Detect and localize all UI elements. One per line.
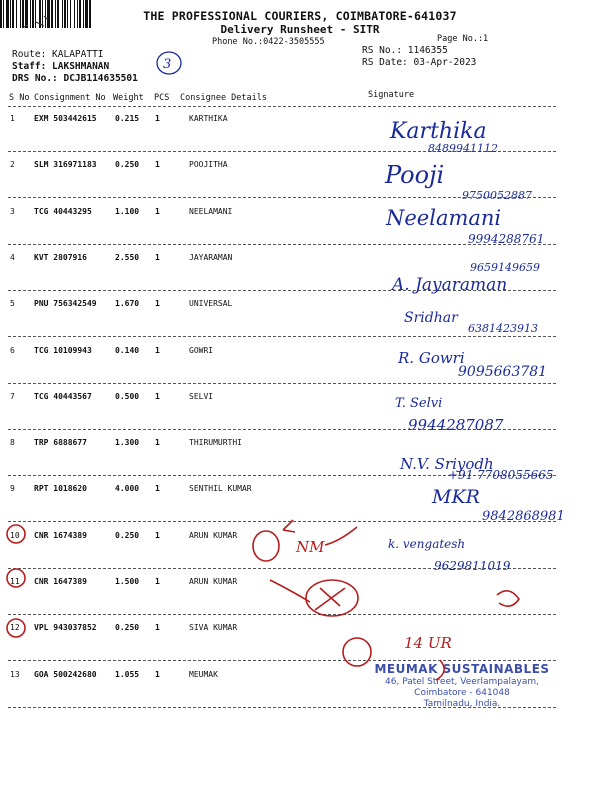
row-pcs: 1 [155,253,160,262]
red-scribble-right [497,591,519,606]
row-weight: 1.300 [115,438,140,447]
row-sno: 12 [10,623,20,632]
row-pcs: 1 [155,207,160,216]
phone-row-1: 8489941112 [428,142,498,155]
col-header-sno: S No [9,93,30,103]
signature-row-4: A. Jayaraman [392,275,508,295]
red-circle-mark-row-10 [253,531,279,561]
row-weight: 1.100 [115,207,140,216]
row-divider [8,475,556,476]
red-stroke-row-10 [325,527,357,545]
stamp-line-1: 46, Patel Street, Veerlampalayam, [385,677,539,687]
row-consignment-no: TRP 6888677 [34,438,87,447]
row-consignee: POOJITHA [189,160,228,169]
row-consignee: KARTHIKA [189,114,228,123]
phone-row-3: 9994288761 [468,232,545,246]
signature-row-9: MKR [432,486,480,508]
row-consignee: ARUN KUMAR [189,531,238,540]
row-consignee: MEUMAK [189,670,218,679]
row-consignment-no: SLM 316971183 [34,160,97,169]
col-header-pcs: PCS [154,93,170,103]
row-divider [8,290,556,291]
row-sno: 1 [10,114,15,123]
row-pcs: 1 [155,531,160,540]
red-scribble-row-11 [315,588,345,610]
row-weight: 0.250 [115,160,140,169]
row-sno: 11 [10,577,20,586]
row-weight: 4.000 [115,484,140,493]
row-consignment-no: KVT 2807916 [34,253,87,262]
row-consignee: SELVI [189,392,214,401]
row-consignee: ARUN KUMAR [189,577,238,586]
row-consignment-no: CNR 1674389 [34,531,87,540]
row-pcs: 1 [155,160,160,169]
row-consignment-no: TCG 10109943 [34,346,92,355]
row-consignee: NEELAMANI [189,207,233,216]
row-sno: 9 [10,484,15,493]
row-consignment-no: VPL 943037852 [34,623,97,632]
row-pcs: 1 [155,114,160,123]
signature-row-7: T. Selvi [395,396,443,411]
phone-row-5: 6381423913 [468,322,538,335]
row-consignment-no: TCG 40443295 [34,207,92,216]
rs-date: RS Date: 03-Apr-2023 [362,57,477,68]
row-weight: 0.140 [115,346,140,355]
row-divider [8,429,556,430]
signature-row-8: N.V. Sriyodh [400,455,494,473]
drs-annotation-text: 3 [163,57,172,72]
red-oval-row-11 [306,580,358,616]
row-consignee: GOWRI [189,346,214,355]
row-consignee: SIVA KUMAR [189,623,238,632]
row-weight: 1.055 [115,670,140,679]
row-consignee: SENTHIL KUMAR [189,484,252,493]
row-weight: 0.215 [115,114,140,123]
stamp-name: MEUMAK SUSTAINABLES [374,662,550,676]
row-divider [8,383,556,384]
row-divider [8,151,556,152]
phone-row-7: 9944287087 [408,416,504,434]
row-sno: 8 [10,438,15,447]
signature-row-5: Sridhar [404,310,458,326]
row-sno: 3 [10,207,15,216]
row-divider [8,660,556,661]
row-consignment-no: EXM 503442615 [34,114,97,123]
row-consignment-no: RPT 1018620 [34,484,87,493]
row-consignment-no: CNR 1647389 [34,577,87,586]
row-weight: 0.250 [115,623,140,632]
row-sno: 5 [10,299,15,308]
row-consignee: JAYARAMAN [189,253,233,262]
row-divider [8,244,556,245]
header-divider [8,106,556,107]
phone-number: Phone No.:0422-3505555 [212,37,325,47]
row-weight: 0.250 [115,531,140,540]
phone-row-6: 9095663781 [458,364,548,380]
row-weight: 1.500 [115,577,140,586]
row-consignment-no: GOA 500242680 [34,670,97,679]
staff-label: Staff: LAKSHMANAN [12,61,110,72]
row-sno: 2 [10,160,15,169]
company-stamp [362,662,562,709]
stamp-line-2: Coimbatore - 641048 [414,688,510,698]
stamp-line-3: Tamilnadu, India. [423,699,501,709]
row-sno: 13 [10,670,20,679]
row-pcs: 1 [155,299,160,308]
drs-number: DRS No.: DCJB114635501 [12,73,138,84]
document-subtitle: Delivery Runsheet - SITR [220,23,380,36]
drs-annotation-circle [157,52,181,74]
phone-row-10: 9629811019 [434,559,511,573]
row-consignee: UNIVERSAL [189,299,233,308]
phone-row-2: 9750052887 [462,189,532,202]
phone-row-4: 9659149659 [470,261,540,274]
phone-row-8: +91 7708055665 [448,468,554,482]
phone-row-9: 9842868981 [482,509,565,524]
signature-row-2: Pooji [385,161,445,189]
row-pcs: 1 [155,346,160,355]
signature-row-10: k. vengatesh [388,537,466,551]
row-consignment-no: TCG 40443567 [34,392,92,401]
row-consignee: THIRUMURTHI [189,438,242,447]
signature-row-3: Neelamani [386,206,502,230]
row-sno: 4 [10,253,15,262]
row-divider [8,568,556,569]
document-title: THE PROFESSIONAL COURIERS, COIMBATORE-641037 [143,9,457,23]
row-consignment-no: PNU 756342549 [34,299,97,308]
row-pcs: 1 [155,670,160,679]
route-label: Route: KALAPATTI [12,49,104,60]
row-divider [8,197,556,198]
row-sno: 7 [10,392,15,401]
row-sno: 6 [10,346,15,355]
red-arrow-row-11 [270,580,310,602]
signature-row-6: R. Gowri [398,349,465,367]
row-divider [8,614,556,615]
row-weight: 0.500 [115,392,140,401]
row-pcs: 1 [155,484,160,493]
row-sno: 10 [10,531,20,540]
row-weight: 1.670 [115,299,140,308]
row-divider [8,336,556,337]
row-weight: 2.550 [115,253,140,262]
red-mark-row-12: 14 UR [404,634,452,652]
col-header-signature: Signature [368,90,415,100]
col-header-consignee: Consignee Details [180,93,267,103]
row-pcs: 1 [155,438,160,447]
row-pcs: 1 [155,392,160,401]
col-header-weight: Weight [113,93,144,103]
row-pcs: 1 [155,577,160,586]
row-divider [8,521,556,522]
page-number: Page No.:1 [437,34,489,44]
signature-row-1: Karthika [390,119,487,144]
red-mark-row-10: NM [296,538,325,556]
row-pcs: 1 [155,623,160,632]
col-header-consignment: Consignment No [34,93,106,103]
rs-number: RS No.: 1146355 [362,45,448,56]
